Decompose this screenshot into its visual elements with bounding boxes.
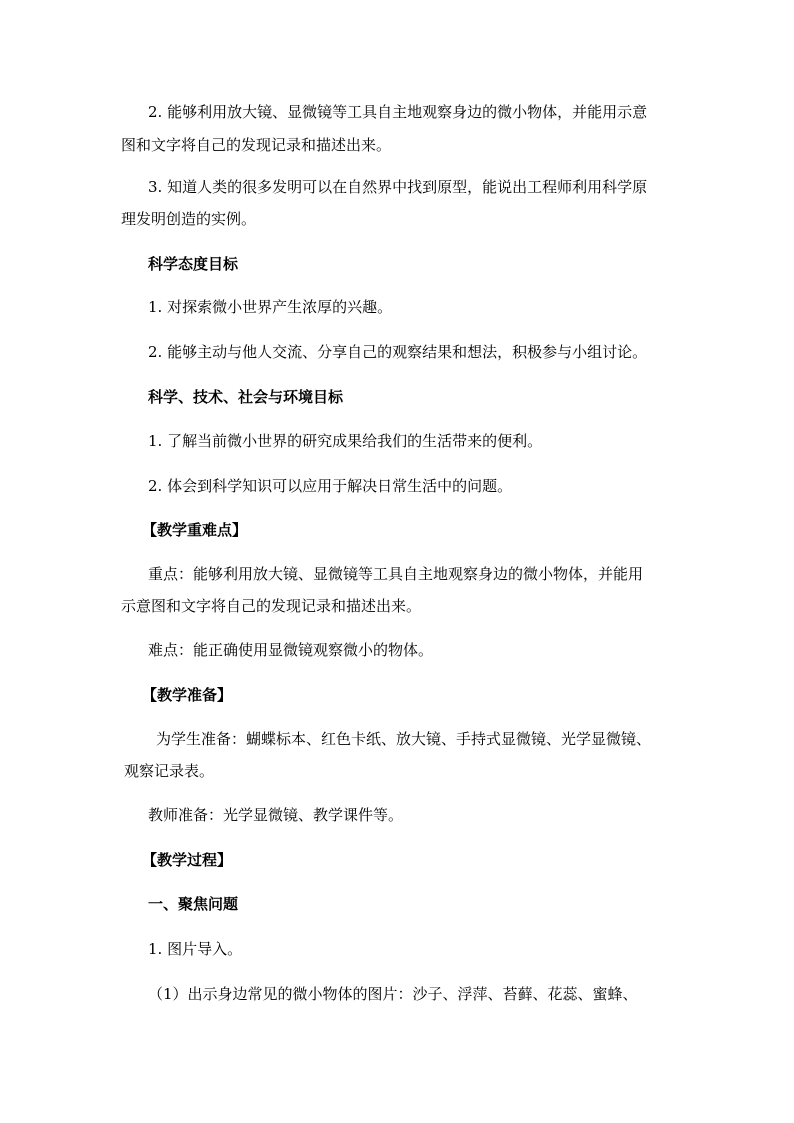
process-heading: 【教学过程】 [142, 851, 233, 869]
key-points-heading: 【教学重难点】 [142, 521, 248, 539]
key-points-difficulty: 难点：能正确使用显微镜观察微小的物体。 [148, 641, 434, 659]
process-step-1: 1. 图片导入。 [148, 940, 243, 958]
goal-item-2-line-1: 2. 能够利用放大镜、显微镜等工具自主地观察身边的微小物体，并能用示意 [148, 103, 648, 121]
key-points-focus-line-2: 示意图和文字将自己的发现记录和描述出来。 [121, 597, 422, 615]
process-step-1-sub-1: （1）出示身边常见的微小物体的图片：沙子、浮萍、苔藓、花蕊、蜜蜂、 [148, 985, 638, 1003]
attitude-item-2: 2. 能够主动与他人交流、分享自己的观察结果和想法，积极参与小组讨论。 [148, 343, 648, 361]
key-points-focus-line-1: 重点：能够利用放大镜、显微镜等工具自主地观察身边的微小物体，并能用 [148, 565, 644, 583]
attitude-heading: 科学态度目标 [148, 255, 239, 273]
preparation-heading: 【教学准备】 [142, 686, 233, 704]
goal-item-3-line-1: 3. 知道人类的很多发明可以在自然界中找到原型，能说出工程师利用科学原 [148, 178, 648, 196]
preparation-student-line-1: 为学生准备：蝴蝶标本、红色卡纸、放大镜、手持式显微镜、光学显微镜、 [156, 730, 652, 748]
preparation-student-line-2: 观察记录表。 [124, 762, 215, 780]
stse-item-2: 2. 体会到科学知识可以应用于解决日常生活中的问题。 [148, 477, 513, 495]
attitude-item-1: 1. 对探索微小世界产生浓厚的兴趣。 [148, 298, 393, 316]
stse-heading: 科学、技术、社会与环境目标 [148, 388, 344, 406]
preparation-teacher: 教师准备：光学显微镜、教学课件等。 [148, 806, 404, 824]
stse-item-1: 1. 了解当前微小世界的研究成果给我们的生活带来的便利。 [148, 432, 543, 450]
goal-item-3-line-2: 理发明创造的实例。 [121, 210, 257, 228]
goal-item-2-line-2: 图和文字将自己的发现记录和描述出来。 [121, 136, 392, 154]
process-section-1-heading: 一、聚焦问题 [148, 895, 239, 913]
